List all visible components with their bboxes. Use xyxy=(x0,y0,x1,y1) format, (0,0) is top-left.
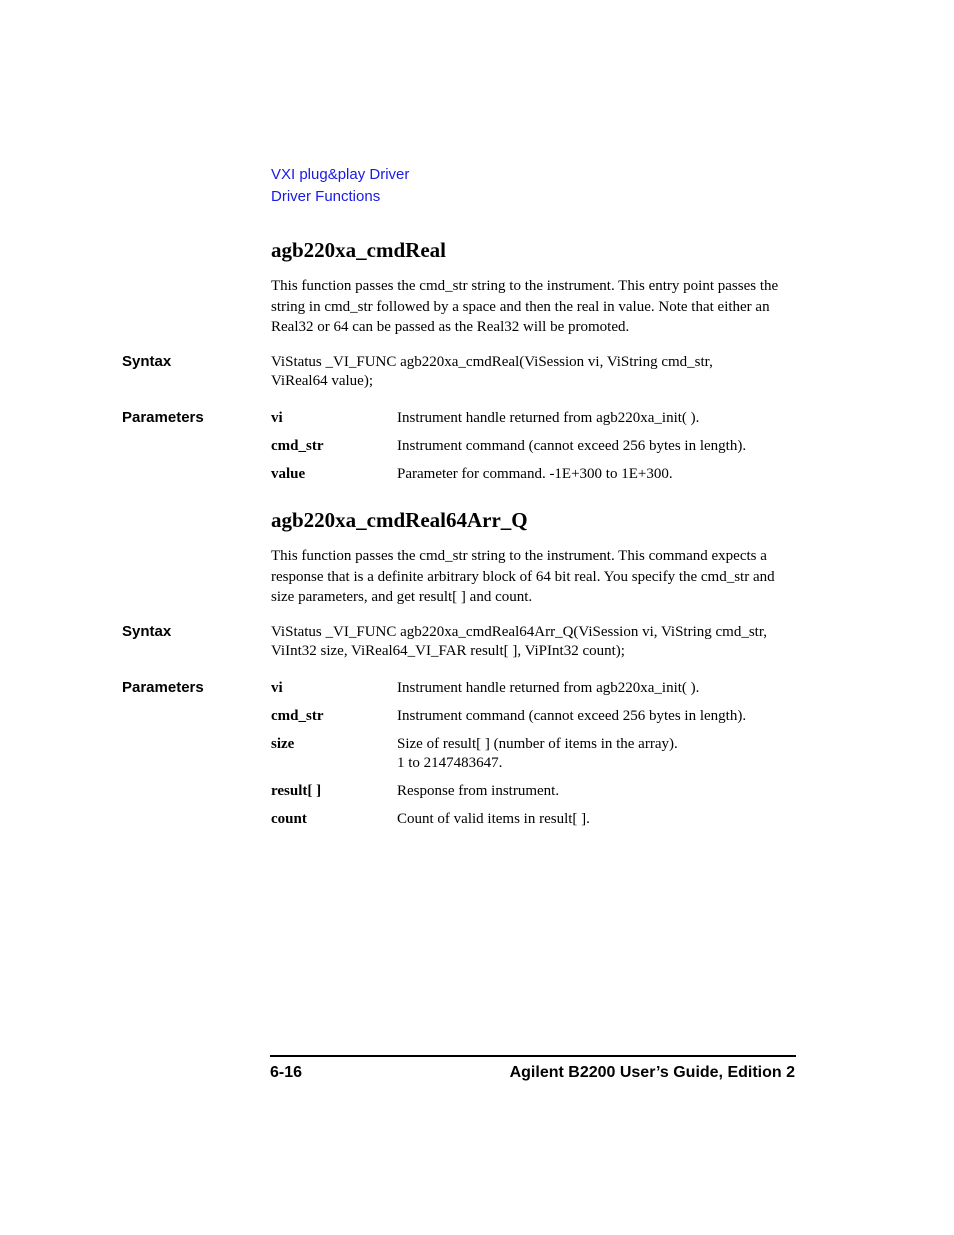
param-desc-line: 1 to 2147483647. xyxy=(397,755,503,771)
function-description: This function passes the cmd_str string to the instrument. This entry point passes the string in cmd_str followed by a space and then the real in value. Note that either an Real32 or 64 can be passed as the Real32 will be promoted. xyxy=(271,278,779,335)
param-desc: Instrument command (cannot exceed 256 bytes in length). xyxy=(397,708,747,724)
syntax-block xyxy=(271,353,801,391)
param-desc-line: Size of result[ ] (number of items in the array). xyxy=(397,736,678,752)
param-name: cmd_str xyxy=(271,708,324,724)
syntax-line: ViReal64 value); xyxy=(271,373,373,389)
page-number: 6-16 xyxy=(270,1064,303,1081)
book-title: Agilent B2200 User’s Guide, Edition 2 xyxy=(509,1064,795,1081)
param-name: vi xyxy=(271,680,283,696)
syntax-label: Syntax xyxy=(122,623,172,640)
param-name: result[ ] xyxy=(271,783,322,799)
breadcrumb-vxi-driver[interactable]: VXI plug&play Driver xyxy=(271,166,410,183)
param-name: cmd_str xyxy=(271,438,324,454)
param-desc xyxy=(397,735,797,773)
parameters-label: Parameters xyxy=(122,679,204,696)
param-name: count xyxy=(271,811,307,827)
param-desc: Parameter for command. -1E+300 to 1E+300. xyxy=(397,466,673,482)
syntax-block xyxy=(271,623,801,661)
syntax-line: ViStatus _VI_FUNC agb220xa_cmdReal(ViSession vi, ViString cmd_str, xyxy=(271,354,713,370)
param-name: value xyxy=(271,466,306,482)
function-title: agb220xa_cmdReal64Arr_Q xyxy=(271,508,528,532)
param-desc: Response from instrument. xyxy=(397,783,560,799)
function-title: agb220xa_cmdReal xyxy=(271,238,446,262)
syntax-line: ViInt32 size, ViReal64_VI_FAR result[ ], ViPInt32 count); xyxy=(271,643,625,659)
function-description: This function passes the cmd_str string to the instrument. This command expects a response that is a definite arbitrary block of 64 bit real. You specify the cmd_str and size parameters, and get result[ ] and count. xyxy=(271,548,775,605)
syntax-label: Syntax xyxy=(122,353,172,370)
parameters-label: Parameters xyxy=(122,409,204,426)
param-desc: Count of valid items in result[ ]. xyxy=(397,811,590,827)
param-desc: Instrument command (cannot exceed 256 bytes in length). xyxy=(397,438,747,454)
param-desc: Instrument handle returned from agb220xa_init( ). xyxy=(397,680,700,696)
param-desc: Instrument handle returned from agb220xa_init( ). xyxy=(397,410,700,426)
footer-rule xyxy=(270,1055,796,1057)
param-name: vi xyxy=(271,410,283,426)
syntax-line: ViStatus _VI_FUNC agb220xa_cmdReal64Arr_Q(ViSession vi, ViString cmd_str, xyxy=(271,624,767,640)
breadcrumb-driver-functions[interactable]: Driver Functions xyxy=(271,188,381,205)
param-name: size xyxy=(271,736,295,752)
